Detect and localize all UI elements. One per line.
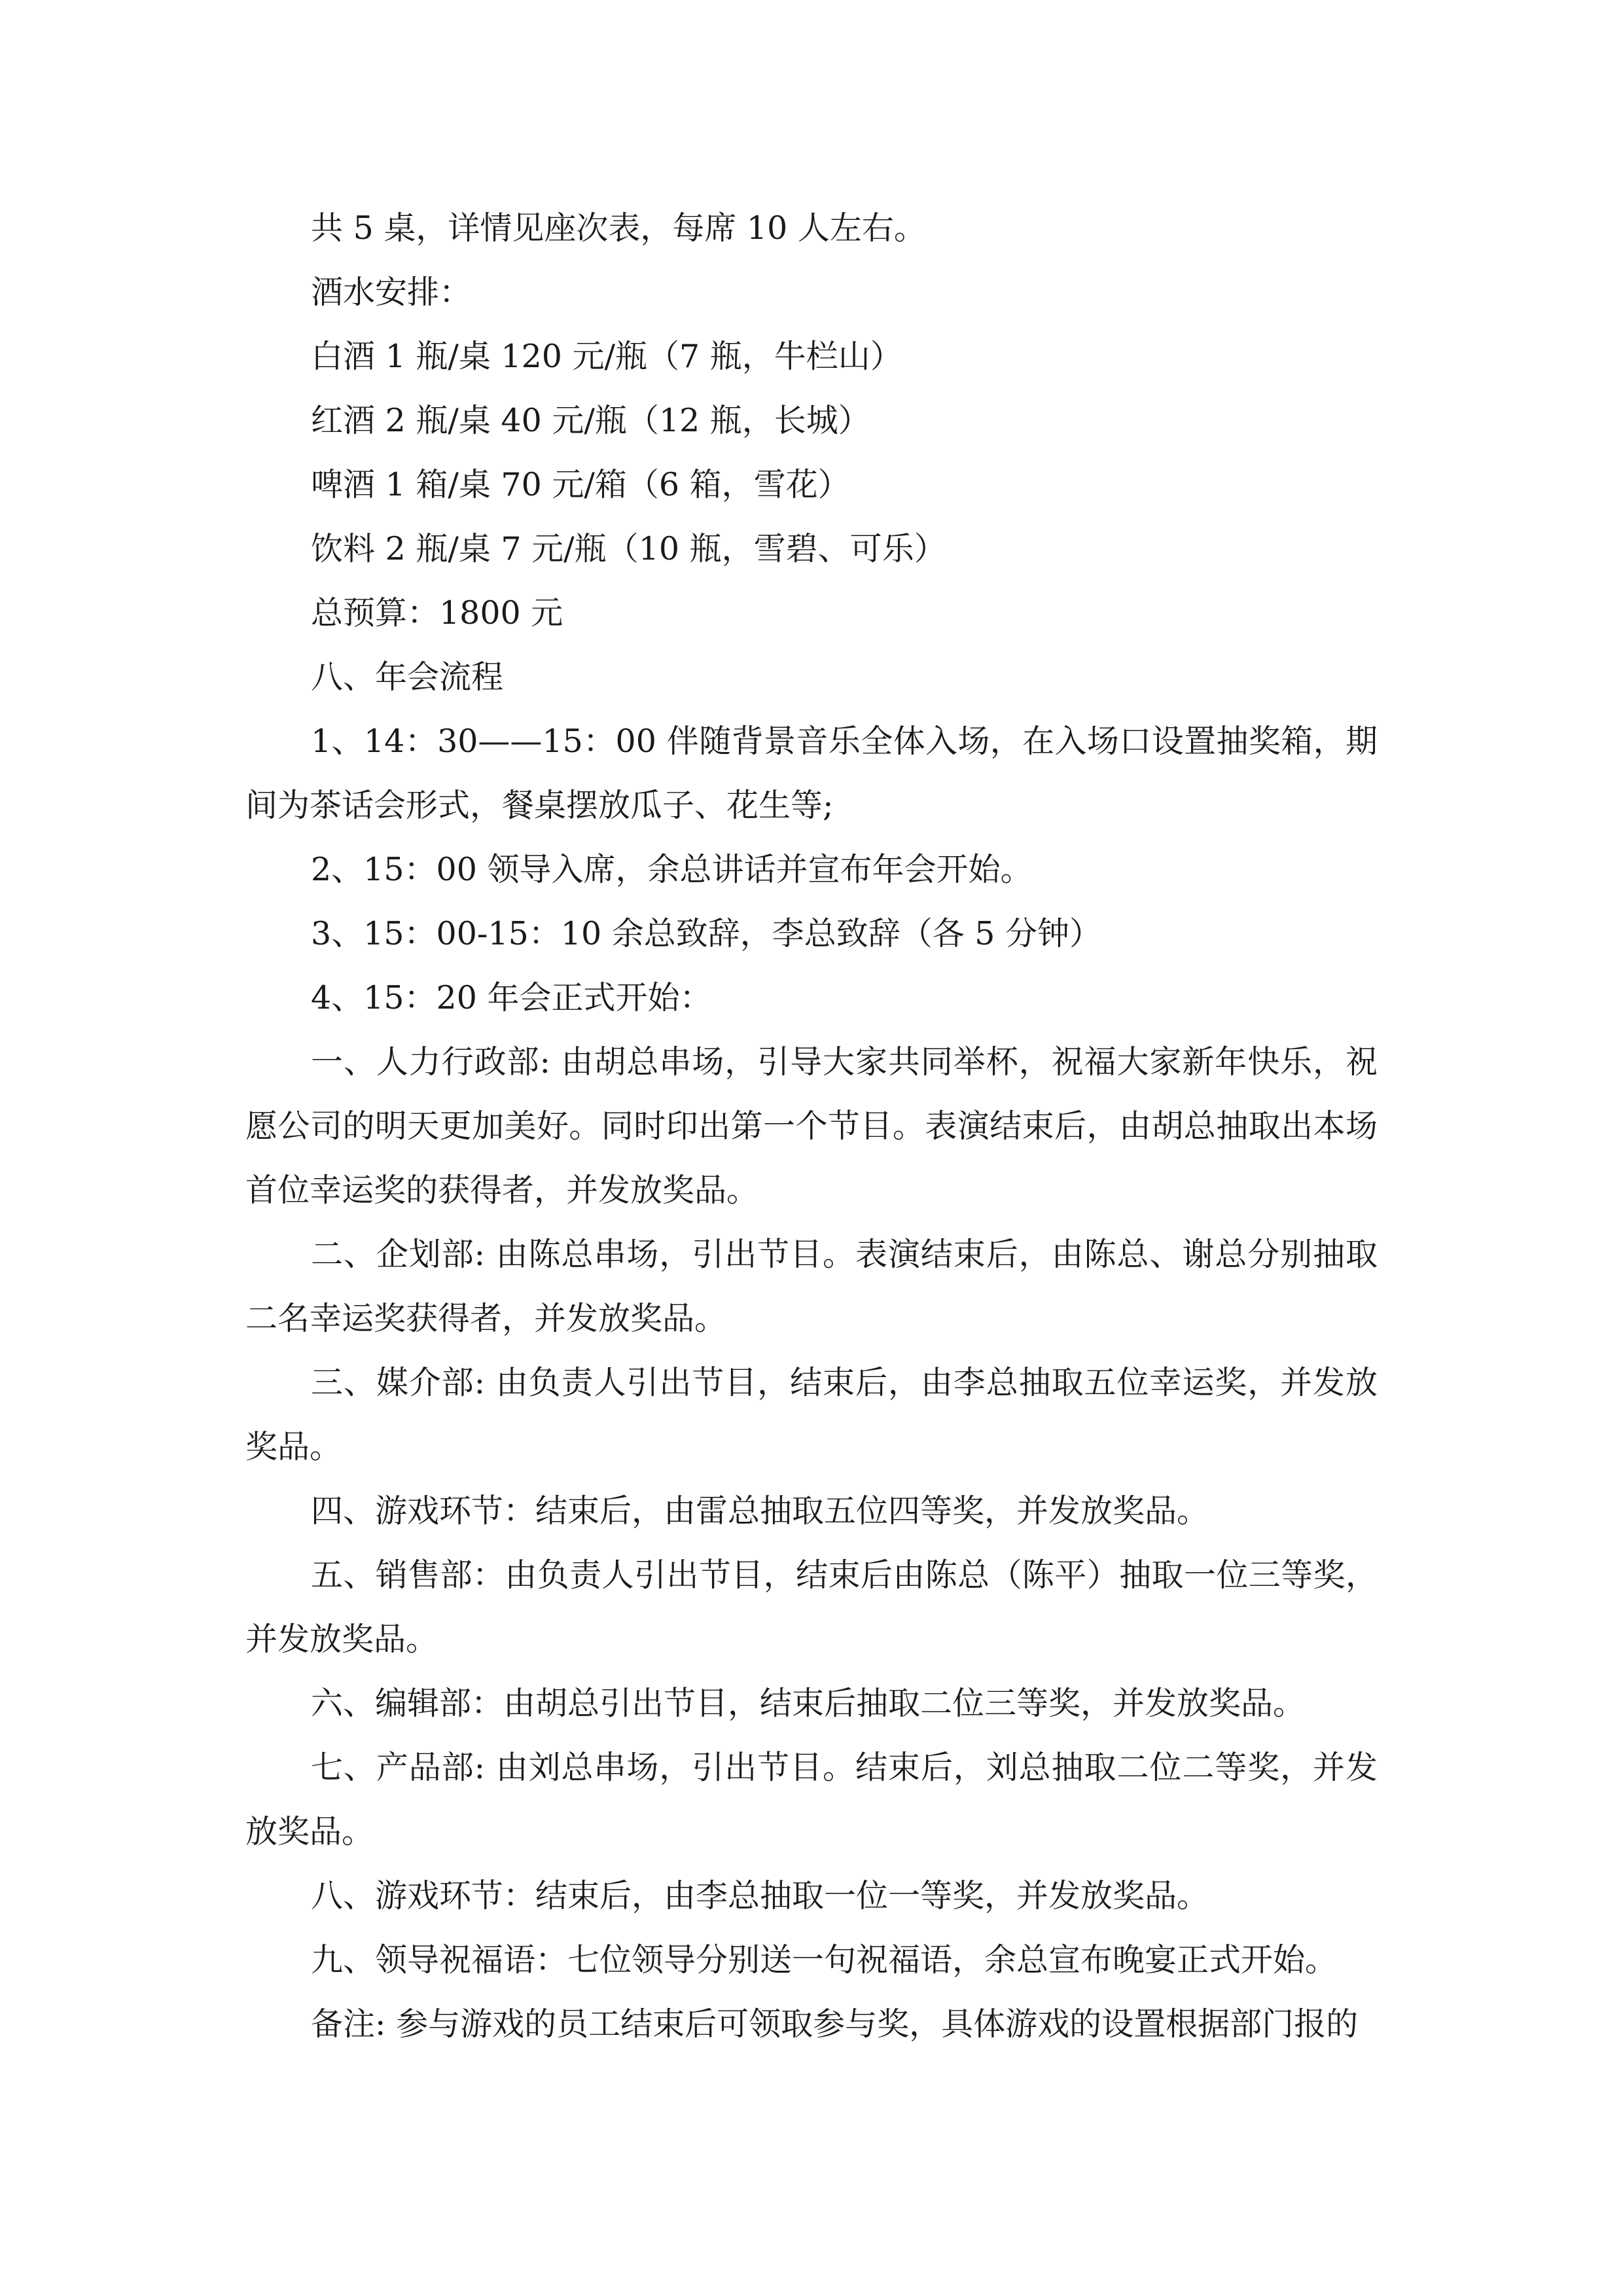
paragraph-beer: 啤酒 1 箱/桌 70 元/箱（6 箱，雪花） bbox=[311, 466, 850, 503]
paragraph-item-6: 六、编辑部：由胡总引出节目，结束后抽取二位三等奖，并发放奖品。 bbox=[311, 1685, 1306, 1722]
paragraph-baijiu: 白酒 1 瓶/桌 120 元/瓶（7 瓶，牛栏山） bbox=[311, 338, 902, 375]
paragraph-item-8: 八、游戏环节：结束后，由李总抽取一位一等奖，并发放奖品。 bbox=[311, 1877, 1209, 1914]
paragraph-item-1: 一、人力行政部: 由胡总串场，引导大家共同举杯，祝福大家新年快乐，祝愿公司的明天更加美好。同时印出第一个节目。表演结束后，由胡总抽取出本场首位幸运奖的获得者，并发放奖品。 bbox=[245, 1043, 1378, 1209]
paragraph-drinks-heading: 酒水安排： bbox=[311, 274, 472, 311]
paragraph-step-2: 2、15：00 领导入席，余总讲话并宣布年会开始。 bbox=[311, 851, 1033, 888]
document-body bbox=[245, 196, 1378, 2056]
paragraph-soft-drinks: 饮料 2 瓶/桌 7 元/瓶（10 瓶，雪碧、可乐） bbox=[311, 530, 946, 567]
paragraph-item-4: 四、游戏环节：结束后，由雷总抽取五位四等奖，并发放奖品。 bbox=[311, 1492, 1209, 1530]
paragraph-item-7: 七、产品部: 由刘总串场，引出节目。结束后，刘总抽取二位二等奖，并发放奖品。 bbox=[245, 1749, 1378, 1850]
paragraph-item-3: 三、媒介部: 由负责人引出节目，结束后，由李总抽取五位幸运奖，并发放奖品。 bbox=[245, 1364, 1378, 1465]
paragraph-step-3: 3、15：00-15：10 余总致辞，李总致辞（各 5 分钟） bbox=[311, 915, 1102, 952]
paragraph-item-2: 二、企划部: 由陈总串场，引出节目。表演结束后，由陈总、谢总分别抽取二名幸运奖获得者，并发放奖品。 bbox=[245, 1236, 1378, 1337]
paragraph-item-5: 五、销售部：由负责人引出节目，结束后由陈总（陈平）抽取一位三等奖，并发放奖品。 bbox=[245, 1556, 1378, 1658]
paragraph-red-wine: 红酒 2 瓶/桌 40 元/瓶（12 瓶，长城） bbox=[311, 402, 870, 439]
paragraph-step-1: 1、14：30——15：00 伴随背景音乐全体入场，在入场口设置抽奖箱，期间为茶话会形式，餐桌摆放瓜子、花生等; bbox=[245, 723, 1378, 824]
paragraph-note: 备注: 参与游戏的员工结束后可领取参与奖，具体游戏的设置根据部门报的 bbox=[311, 2005, 1359, 2043]
paragraph-total-budget: 总预算：1800 元 bbox=[311, 594, 563, 632]
paragraph-step-4: 4、15：20 年会正式开始： bbox=[311, 979, 712, 1016]
section-heading-flow: 八、年会流程 bbox=[311, 658, 504, 696]
paragraph-item-9: 九、领导祝福语：七位领导分别送一句祝福语，余总宣布晚宴正式开始。 bbox=[311, 1941, 1338, 1979]
paragraph-tables: 共 5 桌，详情见座次表，每席 10 人左右。 bbox=[311, 209, 926, 247]
